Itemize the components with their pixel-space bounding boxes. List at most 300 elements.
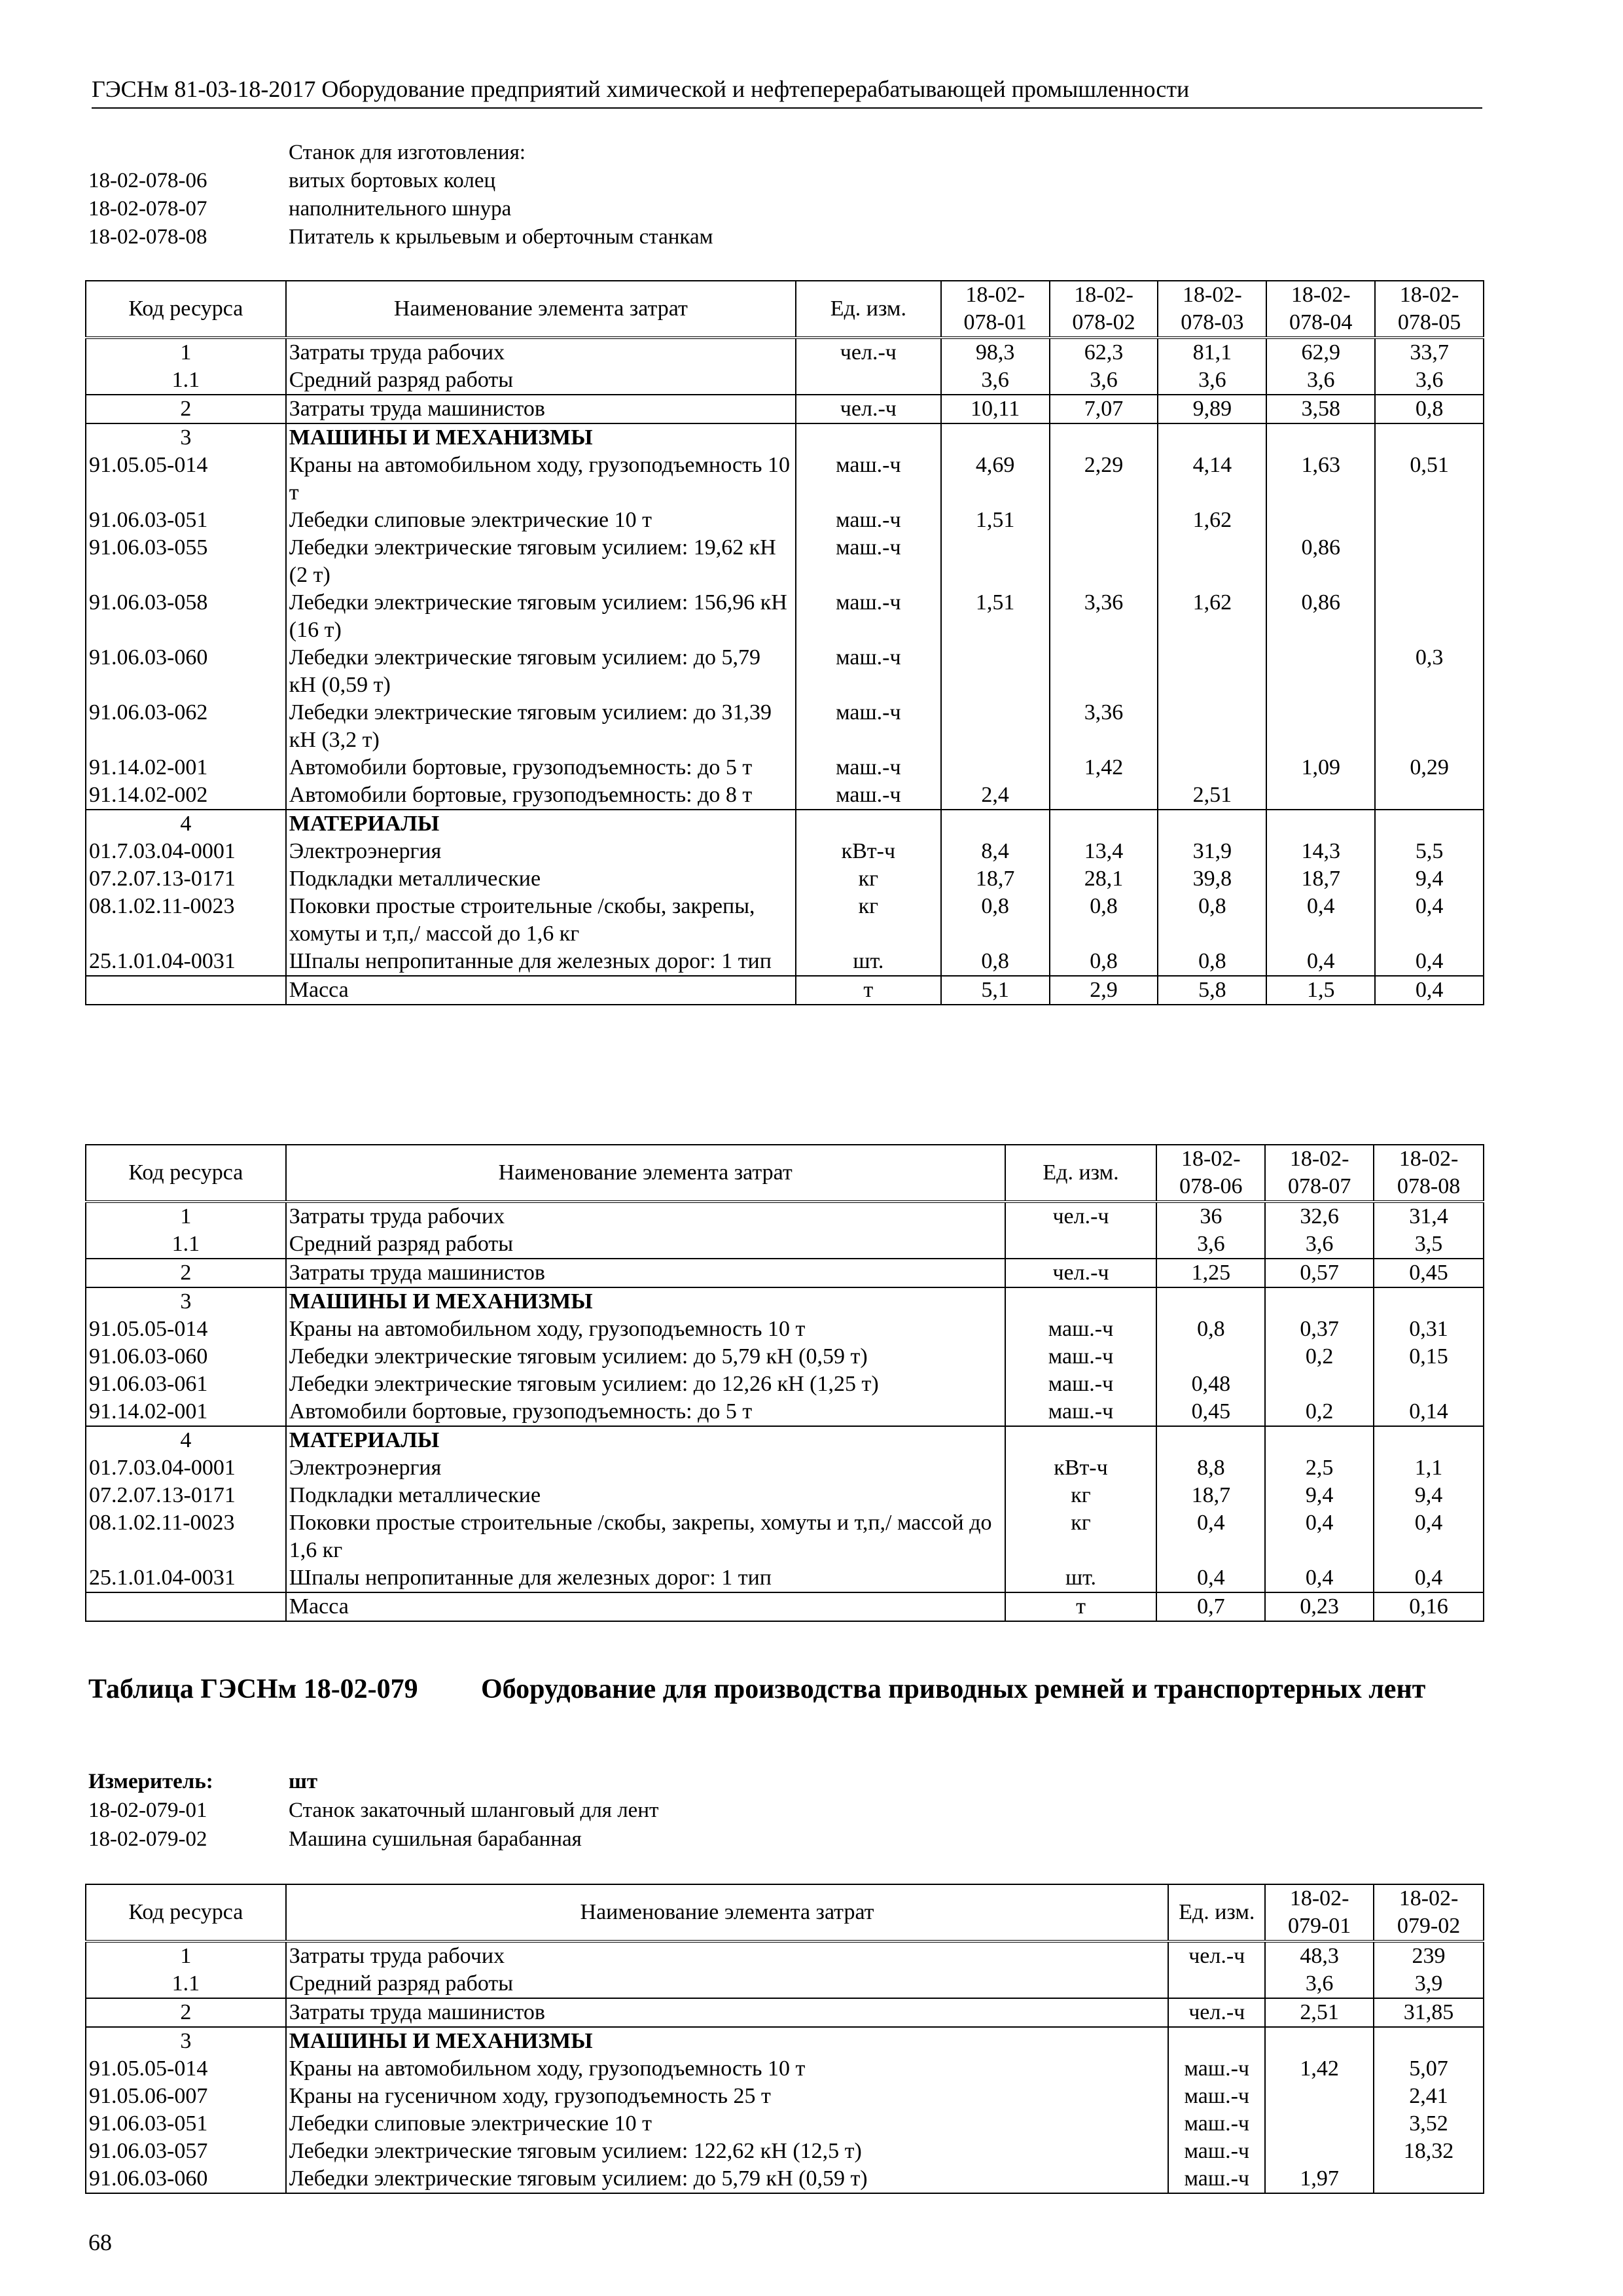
intro-item: 18-02-078-07 наполнительного шнура: [88, 197, 512, 221]
cell-value: [1266, 507, 1375, 534]
cell-code: 08.1.02.11-0023: [86, 1509, 286, 1564]
cell-name: Шпалы непропитанные для железных дорог: 1 тип: [286, 948, 796, 976]
cell-unit: маш.-ч: [1005, 1316, 1157, 1343]
cell-value: 0,7: [1156, 1592, 1265, 1621]
col-header-rate: 18-02- 078-07: [1265, 1145, 1374, 1202]
table-row: [86, 810, 1484, 838]
cell-unit: маш.-ч: [1168, 2138, 1265, 2165]
cell-value: 0,8: [941, 893, 1050, 948]
cell-name: Лебедки слиповые электрические 10 т: [286, 507, 796, 534]
cell-name: Лебедки электрические тяговым усилием: 19,62 кН (2 т): [286, 534, 796, 589]
meter-unit: шт: [289, 1770, 318, 1793]
cell-name: МАШИНЫ И МЕХАНИЗМЫ: [286, 2027, 1169, 2055]
cell-value: [1265, 2027, 1374, 2055]
cell-name: Средний разряд работы: [286, 1970, 1169, 1998]
table-row: [86, 1970, 1484, 1998]
table-row: [86, 838, 1484, 865]
cell-code: 91.14.02-001: [86, 1398, 286, 1426]
cell-name: Поковки простые строительные /скобы, закрепы, хомуты и т,п,/ массой до 1,6 кг: [286, 893, 796, 948]
col-header-rate: 18-02- 078-02: [1050, 281, 1158, 338]
cell-value: [1375, 781, 1484, 810]
table-row: [86, 1482, 1484, 1509]
col-header-rate: 18-02- 078-01: [941, 281, 1050, 338]
meter-label: Измеритель:: [88, 1770, 213, 1793]
cell-value: 28,1: [1050, 865, 1158, 893]
cell-unit: т: [1005, 1592, 1157, 1621]
col-header-name: Наименование элемента затрат: [286, 1145, 1005, 1202]
cell-value: 3,6: [1375, 367, 1484, 395]
cell-value: 0,23: [1265, 1592, 1374, 1621]
cell-value: 0,4: [1266, 948, 1375, 976]
cell-code: 91.06.03-055: [86, 534, 286, 589]
table-row: [86, 1509, 1484, 1564]
cell-value: [1156, 1426, 1265, 1454]
cell-name: Краны на гусеничном ходу, грузоподъемность 25 т: [286, 2083, 1169, 2110]
cell-unit: [1168, 1970, 1265, 1998]
col-header-code: Код ресурса: [86, 281, 286, 338]
cell-name: Затраты труда машинистов: [286, 395, 796, 423]
cell-name: Краны на автомобильном ходу, грузоподъемность 10 т: [286, 452, 796, 507]
cell-unit: маш.-ч: [796, 754, 941, 781]
cell-code: 2: [86, 395, 286, 423]
cell-value: 0,4: [1375, 976, 1484, 1005]
cell-name: Лебедки электрические тяговым усилием: до 12,26 кН (1,25 т): [286, 1371, 1005, 1398]
cell-name: Затраты труда рабочих: [286, 1202, 1005, 1230]
cell-value: 0,16: [1374, 1592, 1484, 1621]
table-row: [86, 754, 1484, 781]
cell-value: 1,63: [1266, 452, 1375, 507]
cell-value: [1375, 699, 1484, 754]
cell-value: [1265, 1371, 1374, 1398]
cell-value: 1,5: [1266, 976, 1375, 1005]
cell-unit: [796, 423, 941, 452]
table-row: [86, 1426, 1484, 1454]
cell-value: 98,3: [941, 338, 1050, 367]
cell-value: 8,4: [941, 838, 1050, 865]
col-header-rate: 18-02- 078-03: [1158, 281, 1266, 338]
cell-value: 5,8: [1158, 976, 1266, 1005]
table-row: [86, 1564, 1484, 1592]
cell-value: 48,3: [1265, 1941, 1374, 1970]
table-row: [86, 644, 1484, 699]
cell-value: [1158, 423, 1266, 452]
cell-code: 91.05.05-014: [86, 1316, 286, 1343]
table-row: [86, 395, 1484, 423]
cell-code: 1: [86, 1941, 286, 1970]
cell-value: [1265, 1426, 1374, 1454]
cell-code: 1.1: [86, 367, 286, 395]
cell-value: 0,29: [1375, 754, 1484, 781]
table-row: [86, 948, 1484, 976]
cell-unit: маш.-ч: [1168, 2165, 1265, 2193]
cell-value: 2,41: [1374, 2083, 1484, 2110]
cell-unit: кг: [1005, 1509, 1157, 1564]
cell-unit: шт.: [1005, 1564, 1157, 1592]
cell-value: 0,4: [1375, 948, 1484, 976]
cell-value: 0,4: [1374, 1509, 1484, 1564]
cell-value: [1375, 589, 1484, 644]
cell-value: 9,89: [1158, 395, 1266, 423]
cell-code: 1.1: [86, 1970, 286, 1998]
cell-unit: чел.-ч: [1005, 1202, 1157, 1230]
cell-value: 18,7: [1156, 1482, 1265, 1509]
cell-unit: [1005, 1287, 1157, 1316]
cell-code: 91.06.03-060: [86, 1343, 286, 1371]
cell-value: 3,6: [1265, 1970, 1374, 1998]
table-row: [86, 2083, 1484, 2110]
cell-code: 4: [86, 1426, 286, 1454]
table-row: [86, 1371, 1484, 1398]
cell-code: [86, 976, 286, 1005]
cell-unit: кг: [796, 865, 941, 893]
cell-unit: маш.-ч: [1168, 2110, 1265, 2138]
cell-name: МАШИНЫ И МЕХАНИЗМЫ: [286, 423, 796, 452]
cell-value: 0,3: [1375, 644, 1484, 699]
cell-code: 4: [86, 810, 286, 838]
cell-value: 1,62: [1158, 589, 1266, 644]
cell-code: 3: [86, 2027, 286, 2055]
cell-value: 0,4: [1156, 1509, 1265, 1564]
cell-value: 33,7: [1375, 338, 1484, 367]
cell-value: [1158, 699, 1266, 754]
cell-value: 1,42: [1265, 2055, 1374, 2083]
cell-value: [941, 754, 1050, 781]
cell-value: 3,58: [1266, 395, 1375, 423]
cell-value: 239: [1374, 1941, 1484, 1970]
cell-value: [1158, 644, 1266, 699]
cell-value: 62,9: [1266, 338, 1375, 367]
cell-unit: кг: [1005, 1482, 1157, 1509]
cell-value: [1158, 534, 1266, 589]
cell-value: 0,86: [1266, 589, 1375, 644]
cell-code: 91.05.06-007: [86, 2083, 286, 2110]
cell-value: 1,51: [941, 507, 1050, 534]
cell-value: [1374, 1287, 1484, 1316]
cell-code: 25.1.01.04-0031: [86, 1564, 286, 1592]
cell-name: Лебедки электрические тяговым усилием: 122,62 кН (12,5 т): [286, 2138, 1169, 2165]
cell-unit: маш.-ч: [796, 452, 941, 507]
cell-unit: т: [796, 976, 941, 1005]
table-row: [86, 699, 1484, 754]
cell-code: 01.7.03.04-0001: [86, 838, 286, 865]
cell-value: 1,25: [1156, 1259, 1265, 1287]
cell-code: 3: [86, 423, 286, 452]
cell-value: [1265, 1287, 1374, 1316]
cell-value: 0,8: [1156, 1316, 1265, 1343]
cell-value: [1374, 1371, 1484, 1398]
cell-value: [1050, 423, 1158, 452]
cell-value: 0,45: [1374, 1259, 1484, 1287]
col-header-rate: 18-02- 079-01: [1265, 1884, 1374, 1941]
cell-value: [1374, 1426, 1484, 1454]
table-row: [86, 1941, 1484, 1970]
cell-value: 7,07: [1050, 395, 1158, 423]
cell-value: 5,1: [941, 976, 1050, 1005]
cell-value: 0,14: [1374, 1398, 1484, 1426]
cell-unit: маш.-ч: [1005, 1371, 1157, 1398]
table-row: [86, 2110, 1484, 2138]
table-header-row: [86, 1145, 1484, 1202]
cell-code: 1: [86, 338, 286, 367]
cell-value: 4,69: [941, 452, 1050, 507]
table-row: [86, 1202, 1484, 1230]
resource-table-078-01-05: [85, 280, 1484, 1005]
col-header-name: Наименование элемента затрат: [286, 281, 796, 338]
table-row: [86, 2138, 1484, 2165]
cell-unit: маш.-ч: [796, 589, 941, 644]
cell-value: 2,4: [941, 781, 1050, 810]
cell-code: 91.06.03-051: [86, 2110, 286, 2138]
cell-value: [1050, 781, 1158, 810]
cell-code: [86, 1592, 286, 1621]
col-header-unit: Ед. изм.: [796, 281, 941, 338]
cell-name: Автомобили бортовые, грузоподъемность: до 8 т: [286, 781, 796, 810]
cell-value: 0,48: [1156, 1371, 1265, 1398]
cell-value: [1156, 1287, 1265, 1316]
cell-unit: чел.-ч: [796, 338, 941, 367]
cell-value: 0,4: [1156, 1564, 1265, 1592]
table-row: [86, 1259, 1484, 1287]
cell-name: Затраты труда машинистов: [286, 1259, 1005, 1287]
cell-unit: [1005, 1230, 1157, 1259]
cell-name: Средний разряд работы: [286, 1230, 1005, 1259]
cell-value: [1158, 810, 1266, 838]
page-number: 68: [88, 2229, 112, 2255]
cell-value: 0,8: [1050, 893, 1158, 948]
cell-code: 91.06.03-061: [86, 1371, 286, 1398]
cell-name: Лебедки электрические тяговым усилием: до 31,39 кН (3,2 т): [286, 699, 796, 754]
table-row: [86, 865, 1484, 893]
table-row: [86, 534, 1484, 589]
cell-code: 91.06.03-062: [86, 699, 286, 754]
table-row: [86, 423, 1484, 452]
cell-value: 0,4: [1266, 893, 1375, 948]
cell-value: 3,6: [1050, 367, 1158, 395]
cell-value: 3,9: [1374, 1970, 1484, 1998]
cell-name: Электроэнергия: [286, 1454, 1005, 1482]
cell-name: Автомобили бортовые, грузоподъемность: до 5 т: [286, 754, 796, 781]
col-header-rate: 18-02- 078-08: [1374, 1145, 1484, 1202]
cell-name: Масса: [286, 976, 796, 1005]
cell-value: [1266, 423, 1375, 452]
table-row: [86, 1398, 1484, 1426]
cell-name: Шпалы непропитанные для железных дорог: 1 тип: [286, 1564, 1005, 1592]
cell-value: 3,52: [1374, 2110, 1484, 2138]
cell-value: 31,4: [1374, 1202, 1484, 1230]
cell-value: 0,8: [1050, 948, 1158, 976]
cell-value: [1265, 2110, 1374, 2138]
table-title-label: Таблица ГЭСНм 18-02-079: [88, 1674, 418, 1704]
cell-value: 2,29: [1050, 452, 1158, 507]
cell-value: 3,36: [1050, 699, 1158, 754]
cell-value: 3,36: [1050, 589, 1158, 644]
col-header-rate: 18-02- 078-05: [1375, 281, 1484, 338]
cell-code: 91.14.02-002: [86, 781, 286, 810]
cell-value: 0,8: [1158, 893, 1266, 948]
cell-value: 1,62: [1158, 507, 1266, 534]
col-header-code: Код ресурса: [86, 1884, 286, 1941]
intro-item: 18-02-078-06 витых бортовых колец: [88, 169, 496, 192]
cell-value: 39,8: [1158, 865, 1266, 893]
cell-value: [1158, 754, 1266, 781]
cell-name: Лебедки электрические тяговым усилием: до 5,79 кН (0,59 т): [286, 2165, 1169, 2193]
cell-unit: маш.-ч: [796, 534, 941, 589]
table-row: [86, 589, 1484, 644]
cell-value: 31,85: [1374, 1998, 1484, 2027]
col-header-unit: Ед. изм.: [1005, 1145, 1157, 1202]
cell-value: 5,5: [1375, 838, 1484, 865]
cell-code: 91.05.05-014: [86, 452, 286, 507]
cell-name: МАТЕРИАЛЫ: [286, 810, 796, 838]
cell-code: 1.1: [86, 1230, 286, 1259]
cell-code: 07.2.07.13-0171: [86, 865, 286, 893]
cell-value: 1,09: [1266, 754, 1375, 781]
cell-unit: [1005, 1426, 1157, 1454]
cell-value: 1,1: [1374, 1454, 1484, 1482]
cell-value: [1375, 534, 1484, 589]
cell-name: Масса: [286, 1592, 1005, 1621]
table-title-name: Оборудование для производства приводных ремней и транспортерных лент: [481, 1674, 1426, 1704]
cell-name: МАТЕРИАЛЫ: [286, 1426, 1005, 1454]
cell-value: [1156, 1343, 1265, 1371]
cell-value: 14,3: [1266, 838, 1375, 865]
cell-code: 91.06.03-051: [86, 507, 286, 534]
intro-list: [88, 139, 713, 251]
cell-value: 9,4: [1265, 1482, 1374, 1509]
cell-name: Краны на автомобильном ходу, грузоподъемность 10 т: [286, 2055, 1169, 2083]
cell-name: Автомобили бортовые, грузоподъемность: до 5 т: [286, 1398, 1005, 1426]
cell-value: 0,8: [1158, 948, 1266, 976]
table-row: [86, 1454, 1484, 1482]
table-row: [86, 367, 1484, 395]
cell-value: 0,57: [1265, 1259, 1374, 1287]
cell-name: Затраты труда машинистов: [286, 1998, 1169, 2027]
cell-value: 31,9: [1158, 838, 1266, 865]
page-header: ГЭСНм 81-03-18-2017 Оборудование предприятий химической и нефтеперерабатывающей промышленности: [92, 73, 1482, 109]
table-row: [86, 1592, 1484, 1621]
table-row: [86, 2165, 1484, 2193]
cell-value: [1374, 2165, 1484, 2193]
col-header-rate: 18-02- 078-04: [1266, 281, 1375, 338]
meter-item: 18-02-079-02 Машина сушильная барабанная: [88, 1827, 582, 1851]
cell-value: [941, 699, 1050, 754]
cell-code: 08.1.02.11-0023: [86, 893, 286, 948]
cell-value: 5,07: [1374, 2055, 1484, 2083]
cell-unit: [796, 810, 941, 838]
cell-value: 3,5: [1374, 1230, 1484, 1259]
cell-name: МАШИНЫ И МЕХАНИЗМЫ: [286, 1287, 1005, 1316]
cell-value: 0,51: [1375, 452, 1484, 507]
resource-table-079: [85, 1884, 1484, 2194]
cell-value: 3,6: [1158, 367, 1266, 395]
cell-unit: маш.-ч: [1005, 1398, 1157, 1426]
intro-item: 18-02-078-08 Питатель к крыльевым и оберточным станкам: [88, 225, 713, 249]
cell-code: 91.06.03-057: [86, 2138, 286, 2165]
cell-value: [1375, 507, 1484, 534]
cell-unit: чел.-ч: [796, 395, 941, 423]
cell-value: 0,4: [1374, 1564, 1484, 1592]
cell-value: [1050, 534, 1158, 589]
cell-unit: маш.-ч: [796, 644, 941, 699]
cell-value: 36: [1156, 1202, 1265, 1230]
cell-value: 3,6: [1265, 1230, 1374, 1259]
cell-code: 01.7.03.04-0001: [86, 1454, 286, 1482]
col-header-code: Код ресурса: [86, 1145, 286, 1202]
cell-code: 1: [86, 1202, 286, 1230]
cell-value: 3,6: [941, 367, 1050, 395]
cell-name: Краны на автомобильном ходу, грузоподъемность 10 т: [286, 1316, 1005, 1343]
cell-value: 18,7: [941, 865, 1050, 893]
cell-value: 13,4: [1050, 838, 1158, 865]
resource-table-078-06-08: [85, 1144, 1484, 1622]
cell-value: 18,32: [1374, 2138, 1484, 2165]
cell-name: Затраты труда рабочих: [286, 1941, 1169, 1970]
cell-unit: маш.-ч: [1005, 1343, 1157, 1371]
cell-unit: чел.-ч: [1168, 1941, 1265, 1970]
cell-unit: чел.-ч: [1005, 1259, 1157, 1287]
cell-value: 18,7: [1266, 865, 1375, 893]
cell-value: 0,45: [1156, 1398, 1265, 1426]
cell-value: 4,14: [1158, 452, 1266, 507]
cell-code: 07.2.07.13-0171: [86, 1482, 286, 1509]
cell-unit: маш.-ч: [1168, 2055, 1265, 2083]
cell-value: [1265, 2083, 1374, 2110]
cell-value: [1266, 699, 1375, 754]
cell-value: 2,51: [1158, 781, 1266, 810]
col-header-rate: 18-02- 078-06: [1156, 1145, 1265, 1202]
cell-name: Лебедки слиповые электрические 10 т: [286, 2110, 1169, 2138]
meter-item: 18-02-079-01 Станок закаточный шланговый для лент: [88, 1799, 659, 1822]
table-row: [86, 507, 1484, 534]
cell-value: [1266, 644, 1375, 699]
cell-value: 0,31: [1374, 1316, 1484, 1343]
cell-value: 9,4: [1375, 865, 1484, 893]
cell-value: 81,1: [1158, 338, 1266, 367]
cell-unit: кг: [796, 893, 941, 948]
meter-block: [88, 1767, 658, 1854]
table-row: [86, 1343, 1484, 1371]
cell-value: 10,11: [941, 395, 1050, 423]
cell-code: 91.14.02-001: [86, 754, 286, 781]
cell-name: Затраты труда рабочих: [286, 338, 796, 367]
cell-value: [941, 644, 1050, 699]
cell-unit: маш.-ч: [796, 699, 941, 754]
cell-value: 8,8: [1156, 1454, 1265, 1482]
table-row: [86, 2027, 1484, 2055]
cell-value: 0,4: [1265, 1564, 1374, 1592]
col-header-name: Наименование элемента затрат: [286, 1884, 1169, 1941]
cell-value: 0,4: [1375, 893, 1484, 948]
table-title: [88, 1672, 1482, 1706]
cell-value: 9,4: [1374, 1482, 1484, 1509]
cell-value: 0,2: [1265, 1343, 1374, 1371]
cell-value: 0,8: [1375, 395, 1484, 423]
cell-name: Лебедки электрические тяговым усилием: 156,96 кН (16 т): [286, 589, 796, 644]
table-row: [86, 1287, 1484, 1316]
cell-value: [1266, 781, 1375, 810]
table-row: [86, 1998, 1484, 2027]
cell-name: Электроэнергия: [286, 838, 796, 865]
cell-value: [941, 534, 1050, 589]
cell-name: Подкладки металлические: [286, 1482, 1005, 1509]
cell-value: 1,42: [1050, 754, 1158, 781]
cell-unit: [796, 367, 941, 395]
cell-value: 0,15: [1374, 1343, 1484, 1371]
cell-value: 1,51: [941, 589, 1050, 644]
cell-unit: [1168, 2027, 1265, 2055]
cell-value: 0,8: [941, 948, 1050, 976]
cell-name: Поковки простые строительные /скобы, закрепы, хомуты и т,п,/ массой до 1,6 кг: [286, 1509, 1005, 1564]
